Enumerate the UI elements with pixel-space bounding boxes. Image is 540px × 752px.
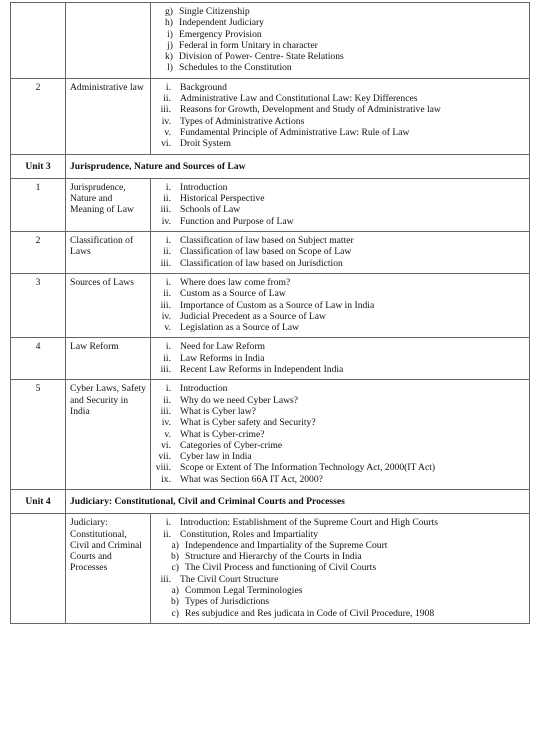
serial-number: 2 [11,78,66,154]
item-marker: iii. [160,364,171,376]
item-text: Constitution, Roles and Impartiality [180,528,319,540]
item-text: Introduction: Establishment of the Supreme Court and High Courts [180,517,438,529]
item-marker: iv. [161,310,171,322]
subtopic-item [155,258,525,269]
serial-number: 3 [11,273,66,337]
item-text: Independence and Impartiality of the Supreme Court [185,539,388,551]
table-row [11,232,530,274]
subtopic-item [155,51,525,62]
item-text: Introduction [180,181,228,193]
topic-name: Sources of Laws [66,273,151,337]
table-row [11,178,530,231]
subtopics-cell [151,232,530,274]
item-text: Classification of law based on Subject matter [180,235,354,247]
item-marker: ii. [163,288,171,300]
subtopic-item [155,517,525,528]
subtopic-item [155,93,525,104]
table-row [11,514,530,624]
subtopic-item [155,440,525,451]
subtopic-item [155,17,525,28]
subtopic-item [155,529,525,540]
item-text: The Civil Court Structure [180,573,279,585]
unit-title: Judiciary: Constitutional, Civil and Criminal Courts and Processes [66,489,530,513]
subtopic-item [155,246,525,257]
item-text: Structure and Hierarchy of the Courts in India [185,551,362,563]
subtopic-item [155,40,525,51]
subtopic-subitem [155,596,525,607]
unit-header-row [11,489,530,513]
subtopic-item [155,451,525,462]
subtopic-subitem [155,608,525,619]
subtopic-item [155,127,525,138]
serial-number-cell [11,3,66,79]
item-text: Federal in form Unitary in character [179,39,318,51]
item-text: What is Cyber safety and Security? [180,417,316,429]
item-text: Types of Administrative Actions [180,115,305,127]
item-marker: ii. [163,246,171,258]
item-marker: iii. [160,405,171,417]
unit-label: Unit 4 [11,489,66,513]
item-text: Schedules to the Constitution [179,62,292,74]
table-row [11,380,530,490]
subtopic-item [155,474,525,485]
item-text: Classification of law based on Scope of Law [180,246,352,258]
subtopics-cell [151,514,530,624]
topic-name: Classification of Laws [66,232,151,274]
subtopic-item [155,417,525,428]
topic-name: Law Reform [66,338,151,380]
item-text: Historical Perspective [180,193,265,205]
item-marker: i. [165,341,171,353]
item-text: Custom as a Source of Law [180,288,286,300]
item-text: Cyber law in India [180,451,252,463]
item-text: Background [180,81,227,93]
item-marker: viii. [155,462,171,474]
item-text: Emergency Provision [179,28,262,40]
item-marker: i. [165,235,171,247]
item-marker: c) [171,607,179,619]
item-text: Where does law come from? [180,276,291,288]
item-text: What is Cyber law? [180,405,256,417]
table-row [11,273,530,337]
subtopic-list [155,6,525,74]
item-text: What is Cyber-crime? [180,428,265,440]
subtopic-list [155,277,525,333]
item-marker: v. [164,126,171,138]
subtopic-item [155,216,525,227]
subtopics-cell [151,338,530,380]
item-marker: g) [165,6,173,17]
unit-title: Jurisprudence, Nature and Sources of Law [66,154,530,178]
item-marker: i. [165,517,171,529]
item-marker: ii. [163,193,171,205]
item-text: Introduction [180,383,228,395]
subtopic-item [155,322,525,333]
topic-name-cell [66,3,151,79]
item-text: Legislation as a Source of Law [180,322,300,334]
syllabus-table [10,2,530,624]
subtopic-subitem [155,551,525,562]
item-text: Reasons for Growth, Development and Study of Administrative law [180,104,441,116]
item-marker: i. [165,181,171,193]
item-marker: ix. [161,473,171,485]
subtopic-item [155,574,525,585]
item-marker: vi. [161,138,171,150]
subtopic-list [155,82,525,150]
item-text: Administrative Law and Constitutional Law: Key Differences [180,93,418,105]
item-marker: iv. [161,417,171,429]
unit-header-row [11,154,530,178]
subtopic-item [155,62,525,73]
subtopic-item [155,82,525,93]
item-marker: b) [171,596,179,608]
topic-name: Administrative law [66,78,151,154]
item-text: Function and Purpose of Law [180,215,294,227]
serial-number: 4 [11,338,66,380]
subtopic-subitem [155,562,525,573]
subtopic-item [155,138,525,149]
table-row [11,3,530,79]
item-marker: a) [171,585,179,597]
item-text: Fundamental Principle of Administrative Law: Rule of Law [180,126,410,138]
subtopics-cell [151,3,530,79]
subtopic-item [155,235,525,246]
subtopic-list [155,383,525,485]
item-text: Division of Power- Centre- State Relations [179,51,344,63]
item-marker: iii. [160,573,171,585]
subtopic-list [155,517,525,619]
item-marker: iii. [160,104,171,116]
item-text: Law Reforms in India [180,352,265,364]
subtopic-item [155,300,525,311]
item-marker: c) [171,562,179,574]
item-text: Common Legal Terminologies [185,585,303,597]
item-marker: iii. [160,204,171,216]
item-text: Why do we need Cyber Laws? [180,394,299,406]
topic-name: Cyber Laws, Safety and Security in India [66,380,151,490]
item-text: Types of Jurisdictions [185,596,270,608]
subtopics-cell [151,380,530,490]
item-marker: k) [165,51,173,63]
item-text: Classification of law based on Jurisdiction [180,257,343,269]
subtopic-item [155,29,525,40]
subtopics-cell [151,273,530,337]
topic-name: Judiciary: Constitutional, Civil and Criminal Courts and Processes [66,514,151,624]
topic-name: Jurisprudence, Nature and Meaning of Law [66,178,151,231]
subtopic-item [155,462,525,473]
subtopic-item [155,364,525,375]
subtopic-item [155,116,525,127]
item-text: Single Citizenship [179,6,250,17]
subtopic-item [155,383,525,394]
item-text: Independent Judiciary [179,17,264,29]
item-text: Droit System [180,138,231,150]
item-text: Need for Law Reform [180,341,265,353]
subtopic-item [155,288,525,299]
subtopics-cell [151,78,530,154]
subtopic-subitem [155,585,525,596]
table-row [11,78,530,154]
serial-number: 1 [11,178,66,231]
subtopic-item [155,341,525,352]
item-marker: j) [167,39,173,51]
subtopic-item [155,182,525,193]
item-marker: i. [165,81,171,93]
item-marker: ii. [163,93,171,105]
item-marker: iii. [160,257,171,269]
item-text: The Civil Process and functioning of Civil Courts [185,562,377,574]
item-marker: h) [165,17,173,29]
item-marker: iv. [161,215,171,227]
item-marker: vi. [161,439,171,451]
item-text: Categories of Cyber-crime [180,439,283,451]
item-marker: b) [171,551,179,563]
item-marker: i) [167,28,173,40]
item-text: What was Section 66A IT Act, 2000? [180,473,323,485]
item-text: Importance of Custom as a Source of Law in India [180,299,375,311]
item-marker: v. [164,428,171,440]
item-marker: ii. [163,352,171,364]
subtopic-item [155,277,525,288]
serial-number: 5 [11,380,66,490]
item-text: Res subjudice and Res judicata in Code of Civil Procedure, 1908 [185,607,435,619]
unit-label: Unit 3 [11,154,66,178]
serial-number: 2 [11,232,66,274]
item-marker: vii. [158,451,171,463]
subtopic-item [155,104,525,115]
subtopic-list [155,235,525,269]
item-text: Scope or Extent of The Information Technology Act, 2000(IT Act) [180,462,436,474]
item-marker: iii. [160,299,171,311]
subtopic-list [155,341,525,375]
item-marker: ii. [163,528,171,540]
table-row [11,338,530,380]
subtopic-item [155,406,525,417]
subtopics-cell [151,178,530,231]
item-marker: a) [171,539,179,551]
subtopic-item [155,429,525,440]
item-text: Schools of Law [180,204,241,216]
item-marker: i. [165,383,171,395]
subtopic-subitem [155,540,525,551]
item-marker: i. [165,276,171,288]
item-marker: l) [167,62,173,74]
item-marker: ii. [163,394,171,406]
subtopic-item [155,6,525,17]
serial-number-cell [11,514,66,624]
subtopic-item [155,204,525,215]
item-marker: iv. [161,115,171,127]
subtopic-list [155,182,525,227]
item-text: Recent Law Reforms in Independent India [180,364,344,376]
subtopic-item [155,311,525,322]
subtopic-item [155,353,525,364]
item-text: Judicial Precedent as a Source of Law [180,310,326,322]
item-marker: v. [164,322,171,334]
subtopic-item [155,193,525,204]
subtopic-item [155,395,525,406]
